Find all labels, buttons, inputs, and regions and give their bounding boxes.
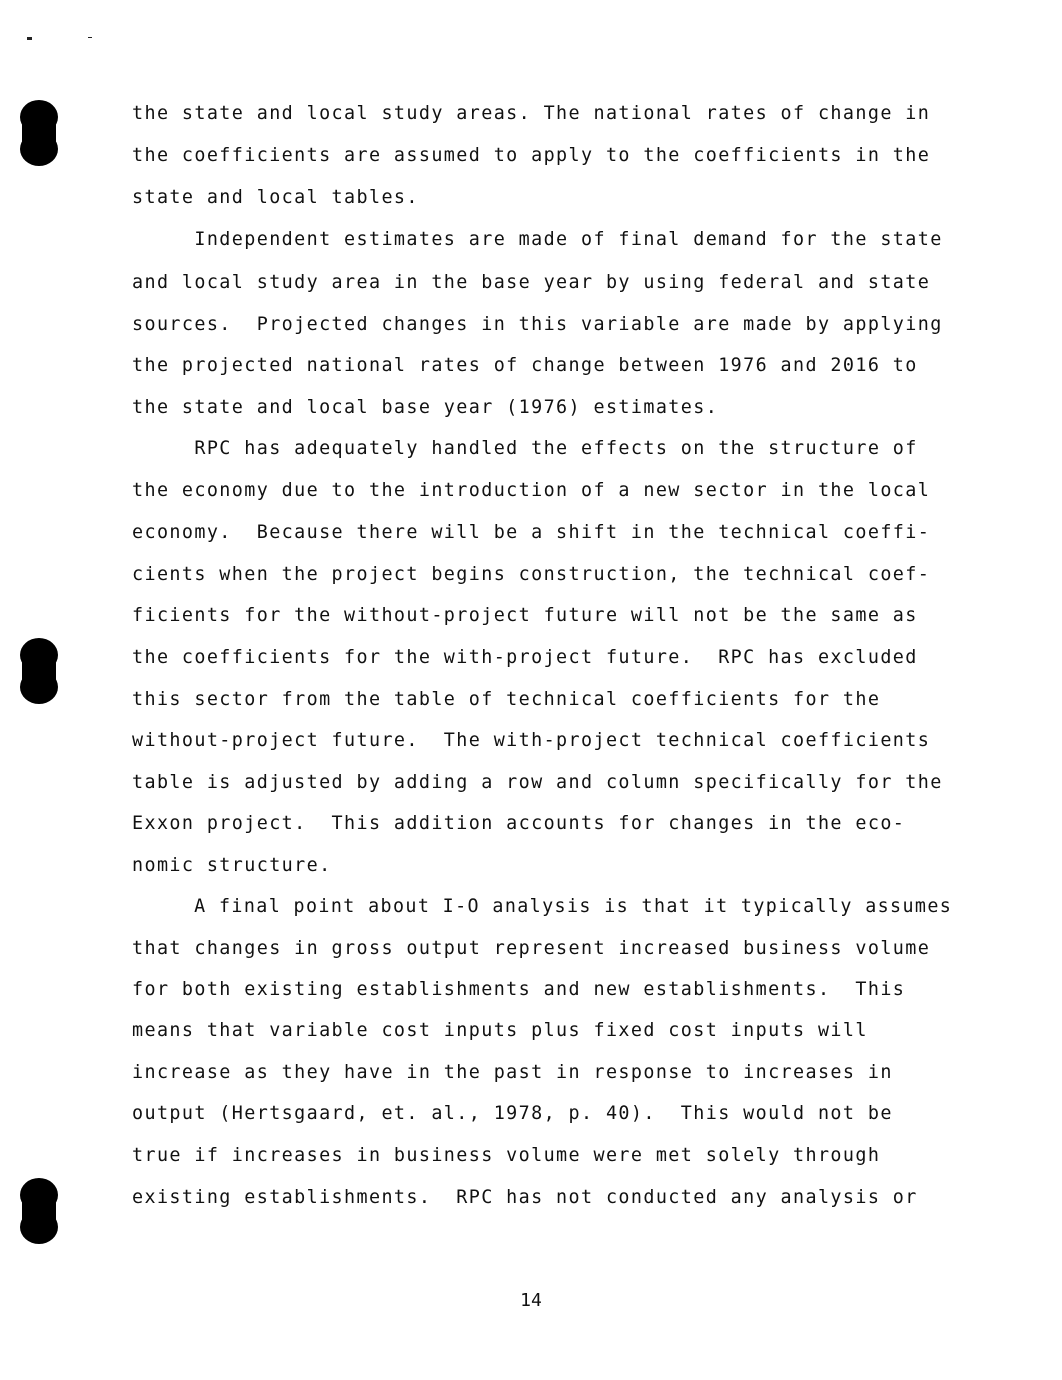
text-line: true if increases in business volume were met solely through bbox=[132, 1145, 881, 1166]
binder-hole-mark bbox=[22, 1180, 56, 1242]
page-number: 14 bbox=[520, 1290, 542, 1311]
text-line: nomic structure. bbox=[132, 855, 332, 876]
text-line: that changes in gross output represent increased business volume bbox=[132, 938, 931, 959]
text-line: the state and local base year (1976) estimates. bbox=[132, 397, 719, 418]
text-line: for both existing establishments and new establishments. This bbox=[132, 979, 906, 1000]
text-line: sources. Projected changes in this variable are made by applying bbox=[132, 314, 943, 335]
text-line: means that variable cost inputs plus fixed cost inputs will bbox=[132, 1020, 868, 1041]
text-line: Exxon project. This addition accounts for changes in the eco- bbox=[132, 813, 906, 834]
text-line: RPC has adequately handled the effects on the structure of bbox=[132, 438, 918, 459]
text-line: output (Hertsgaard, et. al., 1978, p. 40). This would not be bbox=[132, 1103, 893, 1124]
binder-hole-mark bbox=[22, 102, 56, 164]
text-line: and local study area in the base year by using federal and state bbox=[132, 272, 931, 293]
text-line: the coefficients for the with-project future. RPC has excluded bbox=[132, 647, 918, 668]
scan-speck bbox=[88, 37, 92, 38]
text-line: the projected national rates of change between 1976 and 2016 to bbox=[132, 355, 918, 376]
scan-speck bbox=[27, 37, 32, 40]
text-line: economy. Because there will be a shift in the technical coeffi- bbox=[132, 522, 931, 543]
text-line: the economy due to the introduction of a new sector in the local bbox=[132, 480, 931, 501]
text-line: the coefficients are assumed to apply to the coefficients in the bbox=[132, 145, 931, 166]
text-line: ficients for the without-project future will not be the same as bbox=[132, 605, 918, 626]
text-line: state and local tables. bbox=[132, 187, 419, 208]
binder-hole-mark bbox=[22, 640, 56, 702]
text-line: the state and local study areas. The national rates of change in bbox=[132, 103, 931, 124]
text-line: Independent estimates are made of final demand for the state bbox=[132, 229, 943, 250]
text-line: cients when the project begins construction, the technical coef- bbox=[132, 564, 931, 585]
text-line: increase as they have in the past in response to increases in bbox=[132, 1062, 893, 1083]
text-line: without-project future. The with-project technical coefficients bbox=[132, 730, 931, 751]
text-line: this sector from the table of technical coefficients for the bbox=[132, 689, 881, 710]
text-line: existing establishments. RPC has not conducted any analysis or bbox=[132, 1187, 918, 1208]
text-line: A final point about I-O analysis is that it typically assumes bbox=[132, 896, 953, 917]
text-line: table is adjusted by adding a row and column specifically for the bbox=[132, 772, 943, 793]
